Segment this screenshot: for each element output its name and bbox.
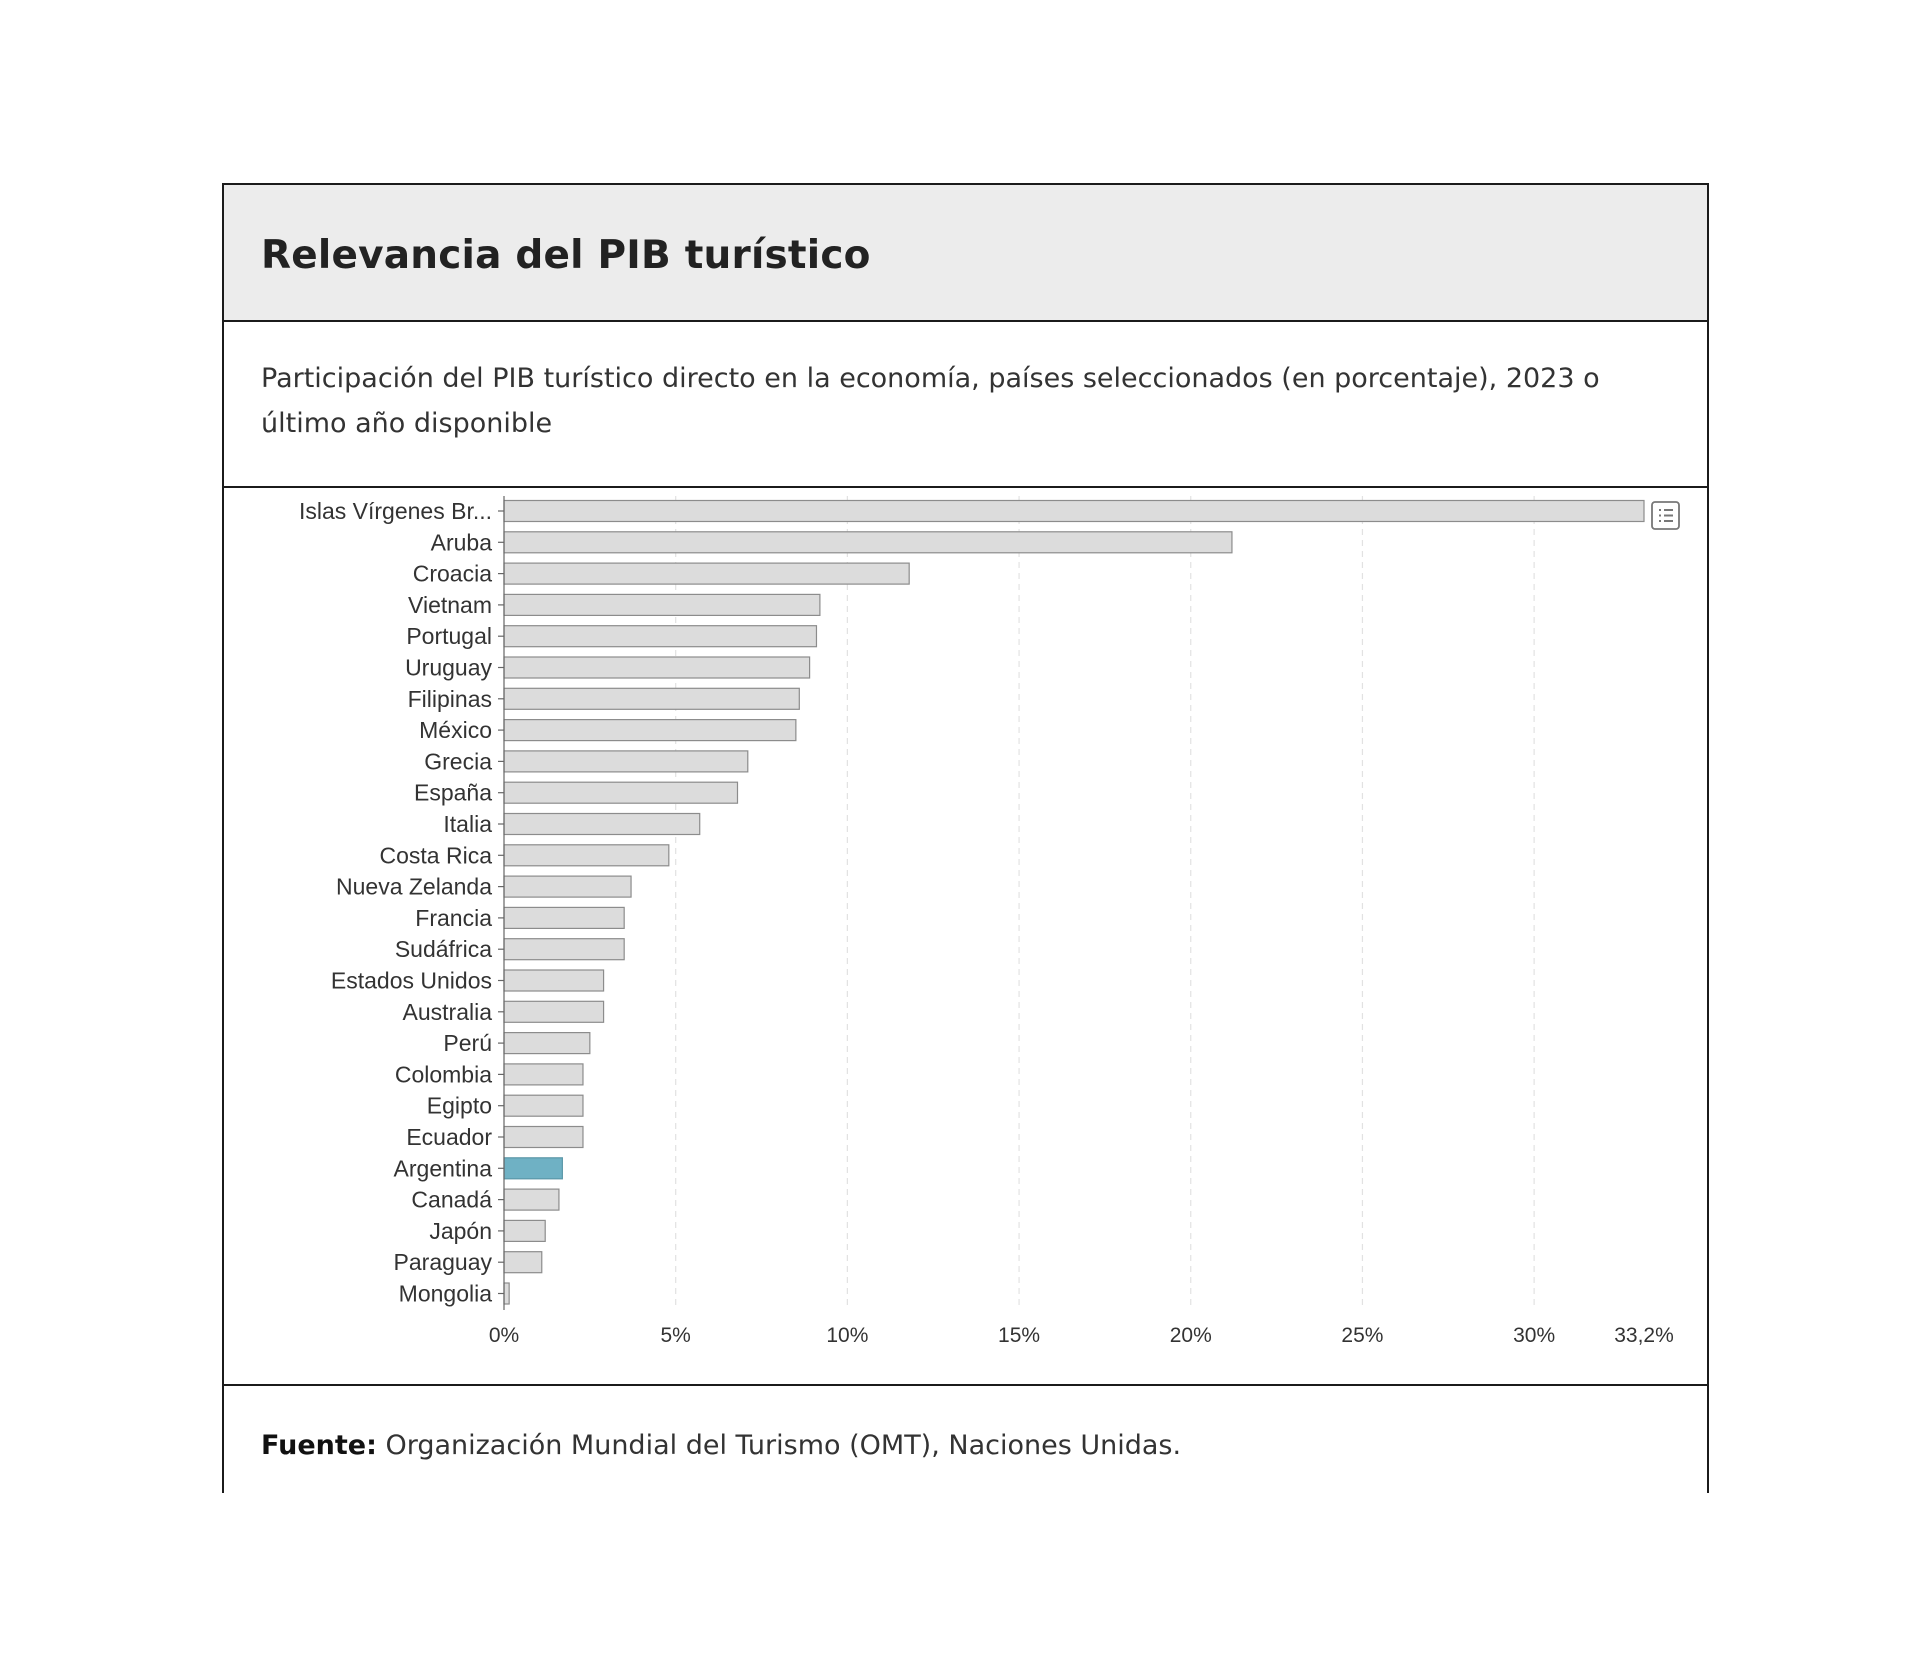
bar [504, 1189, 559, 1210]
source-text: Organización Mundial del Turismo (OMT), Naciones Unidas. [376, 1430, 1182, 1461]
bar [504, 1283, 509, 1304]
category-label: Costa Rica [379, 842, 492, 869]
category-label: Canadá [411, 1186, 492, 1213]
chart-subtitle: Participación del PIB turístico directo en la economía, países seleccionados (en porcentaje), 2023 o último año disponible [261, 363, 1600, 439]
x-tick-label: 20% [1169, 1324, 1212, 1347]
bar [504, 939, 624, 960]
bar [504, 970, 604, 991]
category-label: Vietnam [408, 591, 492, 618]
bar [504, 1220, 545, 1241]
bar [504, 1252, 542, 1273]
bar [504, 907, 624, 928]
bar [504, 532, 1232, 553]
x-tick-label: 15% [998, 1324, 1041, 1347]
category-label: México [419, 717, 492, 744]
category-label: Francia [415, 904, 492, 931]
bar [504, 814, 700, 835]
x-tick-label: 10% [826, 1324, 869, 1347]
category-labels [299, 498, 493, 1307]
category-label: Uruguay [405, 654, 492, 681]
bars [504, 501, 1644, 1305]
category-label: Mongolia [398, 1280, 492, 1307]
category-label: Italia [443, 811, 492, 837]
subtitle-section [224, 322, 1707, 488]
bar [504, 563, 909, 584]
table-list-icon[interactable] [1652, 502, 1679, 529]
category-label: Estados Unidos [330, 967, 492, 994]
category-label: Sudáfrica [394, 936, 492, 963]
category-label: Ecuador [406, 1124, 492, 1150]
category-label: Paraguay [393, 1249, 492, 1276]
category-label: Aruba [430, 529, 492, 556]
category-label: España [413, 779, 492, 806]
category-label: Islas Vírgenes Br... [298, 498, 492, 524]
bar [504, 657, 810, 678]
category-label: Filipinas [407, 685, 492, 712]
bar-chart [224, 488, 1707, 1384]
category-label: Egipto [426, 1092, 492, 1119]
x-tick-label: 25% [1341, 1324, 1384, 1347]
category-label: Croacia [412, 560, 492, 587]
bar [504, 594, 820, 615]
bar [504, 1001, 604, 1022]
category-label: Perú [443, 1030, 492, 1057]
card-header [224, 185, 1707, 322]
bar [504, 1033, 590, 1054]
x-tick-label: 30% [1513, 1324, 1556, 1347]
page-title: Relevancia del PIB turístico [261, 233, 871, 278]
source-note [261, 1430, 1181, 1461]
x-tick-label: 5% [660, 1324, 691, 1347]
grid-lines [676, 496, 1534, 1310]
chart-area [224, 488, 1707, 1386]
bar [504, 1095, 583, 1116]
bar [504, 626, 816, 647]
bar [504, 1158, 562, 1179]
category-label: Australia [402, 998, 492, 1025]
category-label: Grecia [424, 748, 492, 775]
chart-card [222, 183, 1709, 1493]
bar [504, 720, 796, 741]
category-label: Portugal [406, 623, 492, 650]
bar [504, 876, 631, 897]
bar [504, 501, 1644, 522]
bar [504, 688, 799, 709]
category-label: Japón [429, 1217, 492, 1244]
tick-labels [489, 1324, 1674, 1347]
category-label: Argentina [393, 1155, 492, 1182]
bar [504, 751, 748, 772]
source-label: Fuente: [261, 1430, 377, 1461]
category-label: Nueva Zelanda [336, 873, 492, 900]
bar [504, 845, 669, 866]
category-label: Colombia [394, 1061, 492, 1088]
x-tick-label: 33,2% [1614, 1324, 1674, 1347]
x-tick-label: 0% [488, 1324, 520, 1347]
bar [504, 782, 737, 803]
bar [504, 1064, 583, 1085]
bar [504, 1127, 583, 1148]
axes [498, 496, 504, 1310]
